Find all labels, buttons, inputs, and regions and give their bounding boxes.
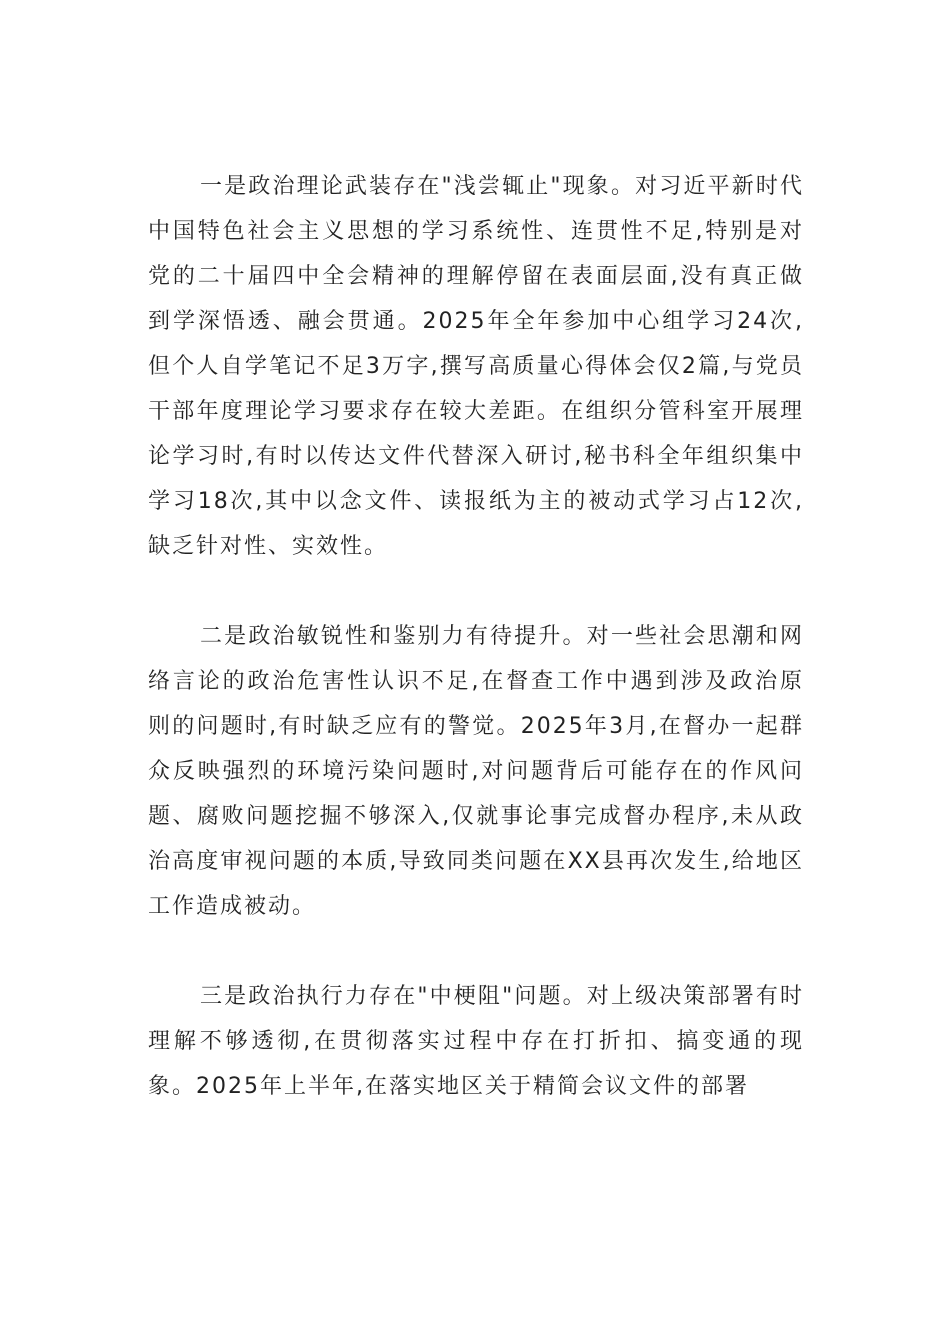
document-body bbox=[148, 164, 804, 1109]
paragraph-3: 三是政治执行力存在"中梗阻"问题。对上级决策部署有时理解不够透彻,在贯彻落实过程中存在打折扣、搞变通的现象。2025年上半年,在落实地区关于精简会议文件的部署 bbox=[148, 984, 804, 1099]
paragraph-1: 一是政治理论武装存在"浅尝辄止"现象。对习近平新时代中国特色社会主义思想的学习系统性、连贯性不足,特别是对党的二十届四中全会精神的理解停留在表面层面,没有真正做到学深悟透、融会贯通。2025年全年参加中心组学习24次,但个人自学笔记不足3万字,撰写高质量心得体会仅2篇,与党员干部年度理论学习要求存在较大差距。在组织分管科室开展理论学习时,有时以传达文件代替深入研讨,秘书科全年组织集中学习18次,其中以念文件、读报纸为主的被动式学习占12次,缺乏针对性、实效性。 bbox=[148, 174, 804, 559]
paragraph-2: 二是政治敏锐性和鉴别力有待提升。对一些社会思潮和网络言论的政治危害性认识不足,在督查工作中遇到涉及政治原则的问题时,有时缺乏应有的警觉。2025年3月,在督办一起群众反映强烈的环境污染问题时,对问题背后可能存在的作风问题、腐败问题挖掘不够深入,仅就事论事完成督办程序,未从政治高度审视问题的本质,导致同类问题在XX县再次发生,给地区工作造成被动。 bbox=[148, 624, 804, 919]
